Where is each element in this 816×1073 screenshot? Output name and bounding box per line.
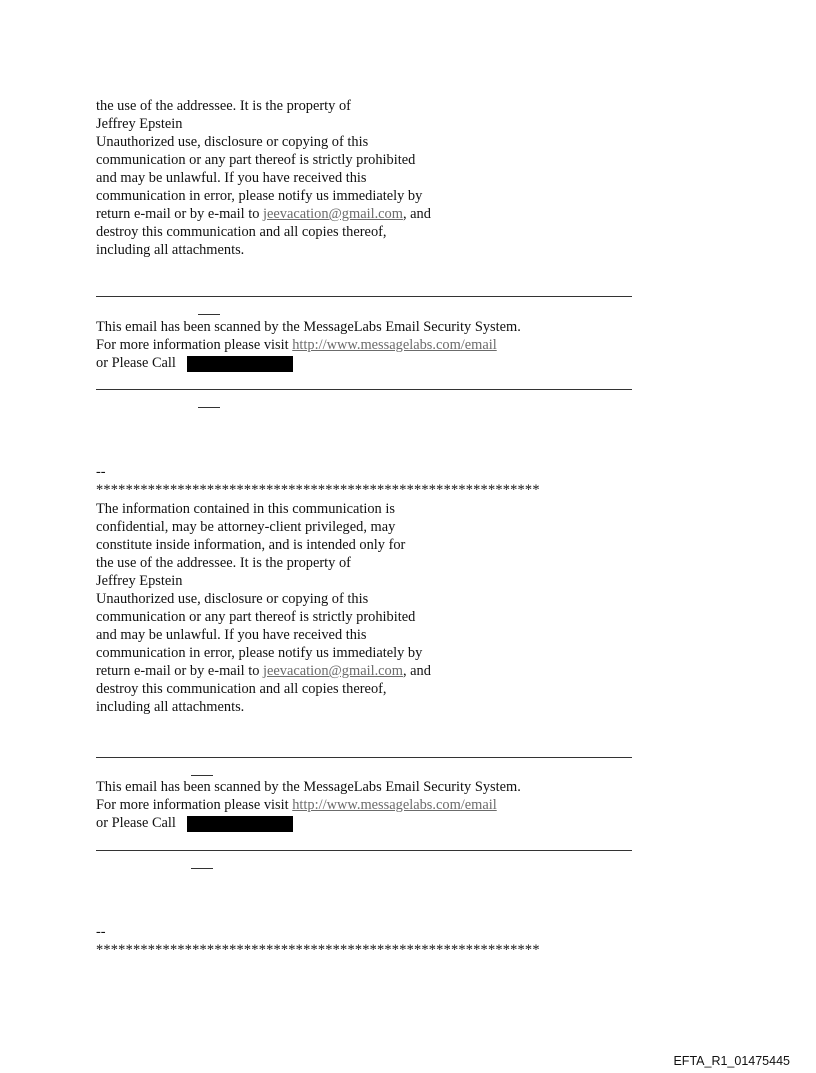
- more-info-line: [96, 796, 497, 814]
- divider: [96, 389, 632, 390]
- disclaimer-line: destroy this communication and all copies thereof,: [96, 681, 387, 697]
- divider-tick: [198, 407, 220, 408]
- disclaimer-line: The information contained in this communication is: [96, 501, 395, 517]
- messagelabs-link[interactable]: http://www.messagelabs.com/email: [292, 337, 497, 353]
- disclaimer-line: confidential, may be attorney-client privileged, may: [96, 519, 396, 535]
- disclaimer-line: Unauthorized use, disclosure or copying of this: [96, 591, 369, 607]
- disclaimer-line: and may be unlawful. If you have received this: [96, 170, 367, 186]
- disclaimer-line: and may be unlawful. If you have received this: [96, 627, 367, 643]
- divider: [96, 850, 632, 851]
- disclaimer-line: communication or any part thereof is strictly prohibited: [96, 152, 416, 168]
- disclaimer-line: constitute inside information, and is intended only for: [96, 537, 406, 553]
- more-info-text: For more information please visit: [96, 337, 293, 353]
- disclaimer-line: communication or any part thereof is strictly prohibited: [96, 609, 416, 625]
- scan-notice: This email has been scanned by the MessageLabs Email Security System.: [96, 319, 521, 335]
- scan-notice: This email has been scanned by the MessageLabs Email Security System.: [96, 779, 521, 795]
- disclaimer-line: the use of the addressee. It is the property of: [96, 98, 351, 114]
- disclaimer-line-email: [96, 205, 431, 223]
- more-info-text: For more information please visit: [96, 797, 293, 813]
- call-line: or Please Call: [96, 355, 176, 371]
- disclaimer-line: destroy this communication and all copies thereof,: [96, 224, 387, 240]
- return-text: return e-mail or by e-mail to: [96, 206, 264, 222]
- call-line: or Please Call: [96, 815, 176, 831]
- disclaimer-line: Unauthorized use, disclosure or copying of this: [96, 134, 369, 150]
- email-link[interactable]: jeevacation@gmail.com: [263, 663, 403, 679]
- divider: [96, 296, 632, 297]
- redaction-box: [187, 816, 293, 832]
- disclaimer-line: communication in error, please notify us immediately by: [96, 645, 423, 661]
- signature-dashes: --: [96, 464, 106, 480]
- disclaimer-line: Jeffrey Epstein: [96, 116, 183, 132]
- disclaimer-line: communication in error, please notify us immediately by: [96, 188, 423, 204]
- disclaimer-line: the use of the addressee. It is the property of: [96, 555, 351, 571]
- return-text-end: , and: [402, 206, 431, 222]
- return-text-end: , and: [402, 663, 431, 679]
- disclaimer-line-email: [96, 662, 431, 680]
- more-info-line: [96, 336, 497, 354]
- disclaimer-line: including all attachments.: [96, 699, 245, 715]
- divider-tick: [191, 775, 213, 776]
- divider-tick: [198, 314, 220, 315]
- divider: [96, 757, 632, 758]
- email-link[interactable]: jeevacation@gmail.com: [263, 206, 403, 222]
- divider-tick: [191, 868, 213, 869]
- return-text: return e-mail or by e-mail to: [96, 663, 264, 679]
- document-id: EFTA_R1_01475445: [673, 1054, 790, 1068]
- signature-dashes: --: [96, 924, 106, 940]
- asterisk-separator: ************************************************************: [96, 482, 540, 498]
- disclaimer-line: Jeffrey Epstein: [96, 573, 183, 589]
- asterisk-separator: ************************************************************: [96, 942, 540, 958]
- messagelabs-link[interactable]: http://www.messagelabs.com/email: [292, 797, 497, 813]
- redaction-box: [187, 356, 293, 372]
- disclaimer-line: including all attachments.: [96, 242, 245, 258]
